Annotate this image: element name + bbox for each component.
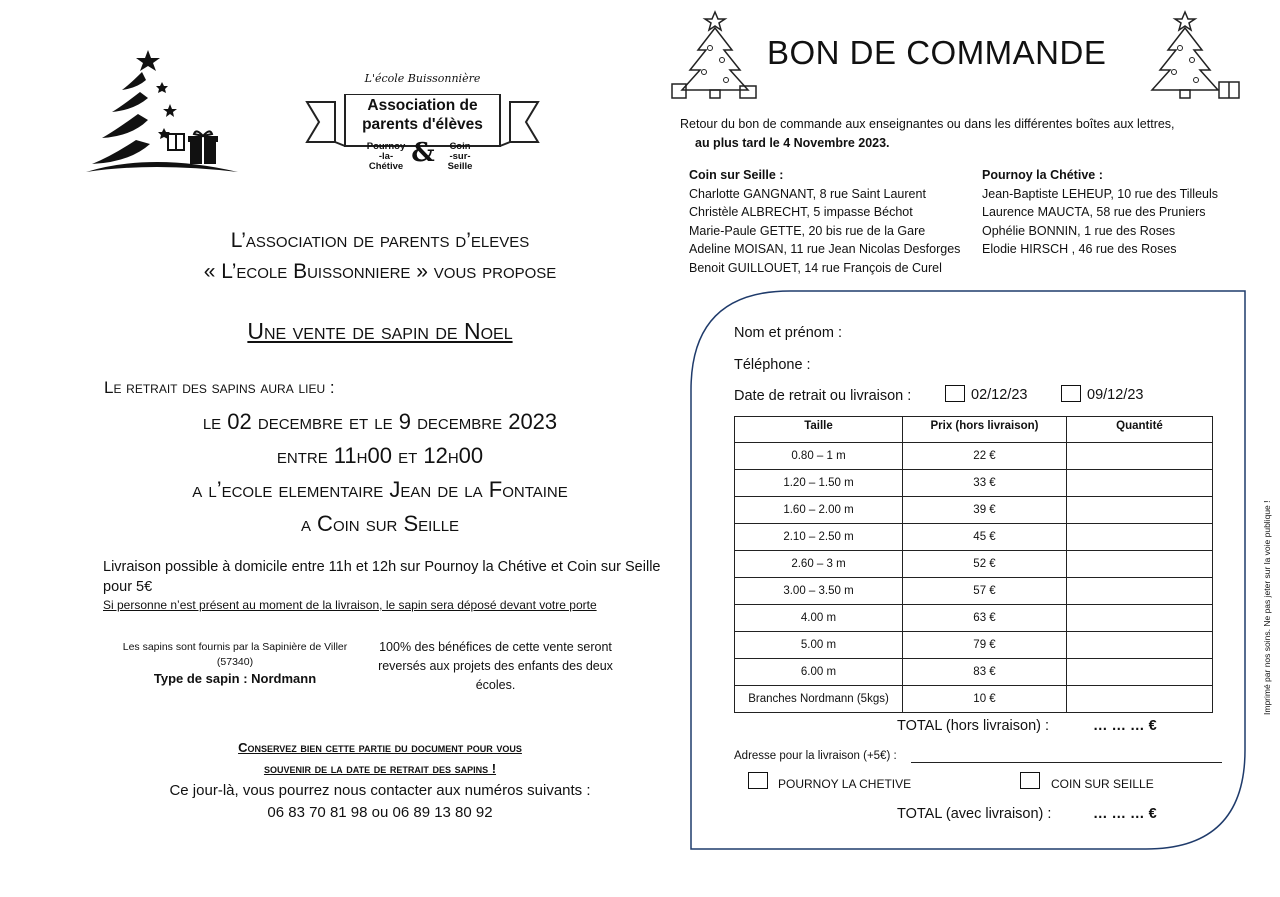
table-row bbox=[735, 605, 1213, 632]
table-row bbox=[735, 443, 1213, 470]
table-header-row bbox=[735, 417, 1213, 443]
logo-script-text: L'école Buissonnière bbox=[364, 72, 481, 85]
column-header-price: Prix (hors livraison) bbox=[903, 417, 1067, 443]
contacts-coin-heading: Coin sur Seille : bbox=[689, 168, 784, 182]
table-row bbox=[735, 578, 1213, 605]
price-cell: 33 € bbox=[903, 470, 1067, 497]
price-cell: 83 € bbox=[903, 659, 1067, 686]
price-cell: 45 € bbox=[903, 524, 1067, 551]
pickup-line-1: le 02 decembre et le 9 decembre 2023 bbox=[202, 409, 558, 434]
contact-phones: 06 83 70 81 98 ou 06 89 13 80 92 bbox=[267, 804, 493, 821]
contact-item: Elodie HIRSCH , 46 rue des Roses bbox=[982, 242, 1177, 256]
contact-info bbox=[120, 780, 640, 824]
contact-item: Marie-Paule GETTE, 20 bis rue de la Gare bbox=[689, 223, 926, 238]
pickup-lead: Le retrait des sapins aura lieu : bbox=[104, 378, 335, 397]
price-cell: 39 € bbox=[903, 497, 1067, 524]
contacts-pournoy-la-chetive bbox=[982, 166, 1252, 259]
price-cell: 57 € bbox=[903, 578, 1067, 605]
size-cell: 2.10 – 2.50 m bbox=[735, 524, 903, 551]
size-cell: 1.20 – 1.50 m bbox=[735, 470, 903, 497]
delivery-info: Livraison possible à domicile entre 11h et 12h sur Pournoy la Chétive et Coin sur Seille pour 5€ bbox=[103, 559, 661, 595]
side-print-note: Imprimé par nos soins. Ne pas jeter sur la voie publique ! bbox=[1262, 500, 1272, 715]
contact-line-1: Ce jour-là, vous pourrez nous contacter aux numéros suivants : bbox=[169, 782, 591, 799]
total-with-delivery-value[interactable]: … … … € bbox=[1093, 806, 1157, 822]
table-row bbox=[735, 632, 1213, 659]
association-logo bbox=[305, 72, 540, 184]
benefits-info: 100% des bénéfices de cette vente seront reversés aux projets des enfants des deux écoles. bbox=[378, 640, 613, 692]
christmas-tree-logo-icon bbox=[82, 48, 242, 178]
quantity-cell[interactable] bbox=[1067, 605, 1213, 632]
keep-line-1: Conservez bien cette partie du document pour vous bbox=[238, 740, 522, 755]
size-cell: 3.00 – 3.50 m bbox=[735, 578, 903, 605]
delivery-coin-checkbox[interactable] bbox=[1020, 772, 1040, 789]
price-cell: 63 € bbox=[903, 605, 1067, 632]
quantity-cell[interactable] bbox=[1067, 497, 1213, 524]
return-line-1: Retour du bon de commande aux enseignantes ou dans les différentes boîtes aux lettres, bbox=[680, 117, 1175, 131]
contact-item: Adeline MOISAN, 11 rue Jean Nicolas Desforges bbox=[689, 242, 961, 256]
tree-type: Type de sapin : Nordmann bbox=[153, 671, 317, 686]
decorated-tree-left-icon bbox=[668, 10, 763, 102]
table-row bbox=[735, 551, 1213, 578]
pickup-details bbox=[110, 405, 650, 541]
quantity-cell[interactable] bbox=[1067, 470, 1213, 497]
logo-ampersand: & bbox=[411, 138, 435, 168]
logo-left-town: Pournoy -la- Chétive bbox=[366, 141, 406, 172]
delivery-pournoy-checkbox[interactable] bbox=[748, 772, 768, 789]
phone-label: Téléphone : bbox=[734, 357, 811, 373]
order-form-title: BON DE COMMANDE bbox=[767, 34, 1107, 71]
table-row bbox=[735, 470, 1213, 497]
column-header-size: Taille bbox=[735, 417, 903, 443]
date-label: Date de retrait ou livraison : bbox=[734, 388, 912, 404]
date-option-2-checkbox[interactable] bbox=[1061, 385, 1081, 402]
pickup-line-2: entre 11h00 et 12h00 bbox=[276, 443, 484, 468]
decorated-tree-right-icon bbox=[1145, 10, 1245, 102]
logo-line-2: parents d'élèves bbox=[362, 116, 483, 133]
quantity-cell[interactable] bbox=[1067, 632, 1213, 659]
contact-item: Christèle ALBRECHT, 5 impasse Béchot bbox=[689, 205, 913, 219]
size-cell: 1.60 – 2.00 m bbox=[735, 497, 903, 524]
pickup-line-3: a l’ecole elementaire Jean de la Fontaine bbox=[192, 477, 568, 502]
size-cell: 0.80 – 1 m bbox=[735, 443, 903, 470]
quantity-cell[interactable] bbox=[1067, 659, 1213, 686]
size-cell: 6.00 m bbox=[735, 659, 903, 686]
contact-item: Charlotte GANGNANT, 8 rue Saint Laurent bbox=[689, 186, 926, 201]
supplier-info: Les sapins sont fournis par la Sapinière de Viller (57340) bbox=[122, 641, 348, 668]
quantity-cell[interactable] bbox=[1067, 551, 1213, 578]
delivery-note: Si personne n’est présent au moment de la livraison, le sapin sera déposé devant votre porte bbox=[103, 598, 597, 612]
table-row bbox=[735, 686, 1213, 713]
price-cell: 22 € bbox=[903, 443, 1067, 470]
delivery-address-label: Adresse pour la livraison (+5€) : bbox=[734, 750, 897, 762]
logo-line-1: Association de bbox=[367, 97, 478, 114]
column-header-quantity: Quantité bbox=[1067, 417, 1213, 443]
contact-item: Ophélie BONNIN, 1 rue des Roses bbox=[982, 223, 1176, 238]
contact-item: Laurence MAUCTA, 58 rue des Pruniers bbox=[982, 205, 1206, 219]
size-cell: 2.60 – 3 m bbox=[735, 551, 903, 578]
price-cell: 79 € bbox=[903, 632, 1067, 659]
intro-heading bbox=[150, 225, 610, 287]
total-no-delivery-label: TOTAL (hors livraison) : bbox=[897, 718, 1050, 734]
table-row bbox=[735, 497, 1213, 524]
intro-line-1: L’association de parents d’eleves bbox=[230, 229, 530, 252]
date-option-2-label: 09/12/23 bbox=[1087, 387, 1144, 403]
return-deadline: au plus tard le 4 Novembre 2023. bbox=[695, 136, 890, 150]
delivery-address-field[interactable] bbox=[911, 762, 1222, 763]
size-cell: Branches Nordmann (5kgs) bbox=[735, 686, 903, 713]
keep-notice bbox=[150, 737, 610, 779]
price-table bbox=[734, 416, 1213, 713]
table-row bbox=[735, 524, 1213, 551]
total-no-delivery-value[interactable]: … … … € bbox=[1093, 718, 1157, 734]
contact-item: Benoit GUILLOUET, 14 rue François de Curel bbox=[689, 260, 942, 275]
date-option-1-label: 02/12/23 bbox=[971, 387, 1028, 403]
delivery-pournoy-label: POURNOY LA CHETIVE bbox=[778, 777, 912, 791]
date-option-1-checkbox[interactable] bbox=[945, 385, 965, 402]
sale-title: Une vente de sapin de Noel bbox=[247, 318, 513, 344]
intro-line-2: « L’ecole Buissonniere » vous propose bbox=[203, 260, 557, 283]
name-label: Nom et prénom : bbox=[734, 325, 842, 341]
keep-line-2: souvenir de la date de retrait des sapins ! bbox=[263, 761, 497, 776]
quantity-cell[interactable] bbox=[1067, 686, 1213, 713]
delivery-coin-label: COIN SUR SEILLE bbox=[1051, 777, 1154, 791]
quantity-cell[interactable] bbox=[1067, 524, 1213, 551]
return-instructions bbox=[680, 115, 1240, 153]
size-cell: 5.00 m bbox=[735, 632, 903, 659]
pickup-line-4: a Coin sur Seille bbox=[300, 511, 460, 536]
quantity-cell[interactable] bbox=[1067, 443, 1213, 470]
price-cell: 52 € bbox=[903, 551, 1067, 578]
table-row bbox=[735, 659, 1213, 686]
size-cell: 4.00 m bbox=[735, 605, 903, 632]
contact-item: Jean-Baptiste LEHEUP, 10 rue des Tilleuls bbox=[982, 186, 1219, 201]
contacts-pournoy-heading: Pournoy la Chétive : bbox=[982, 168, 1103, 182]
quantity-cell[interactable] bbox=[1067, 578, 1213, 605]
price-cell: 10 € bbox=[903, 686, 1067, 713]
logo-right-town: Coin -sur- Seille bbox=[447, 141, 473, 172]
contacts-coin-sur-seille bbox=[689, 166, 979, 277]
total-with-delivery-label: TOTAL (avec livraison) : bbox=[897, 806, 1052, 822]
